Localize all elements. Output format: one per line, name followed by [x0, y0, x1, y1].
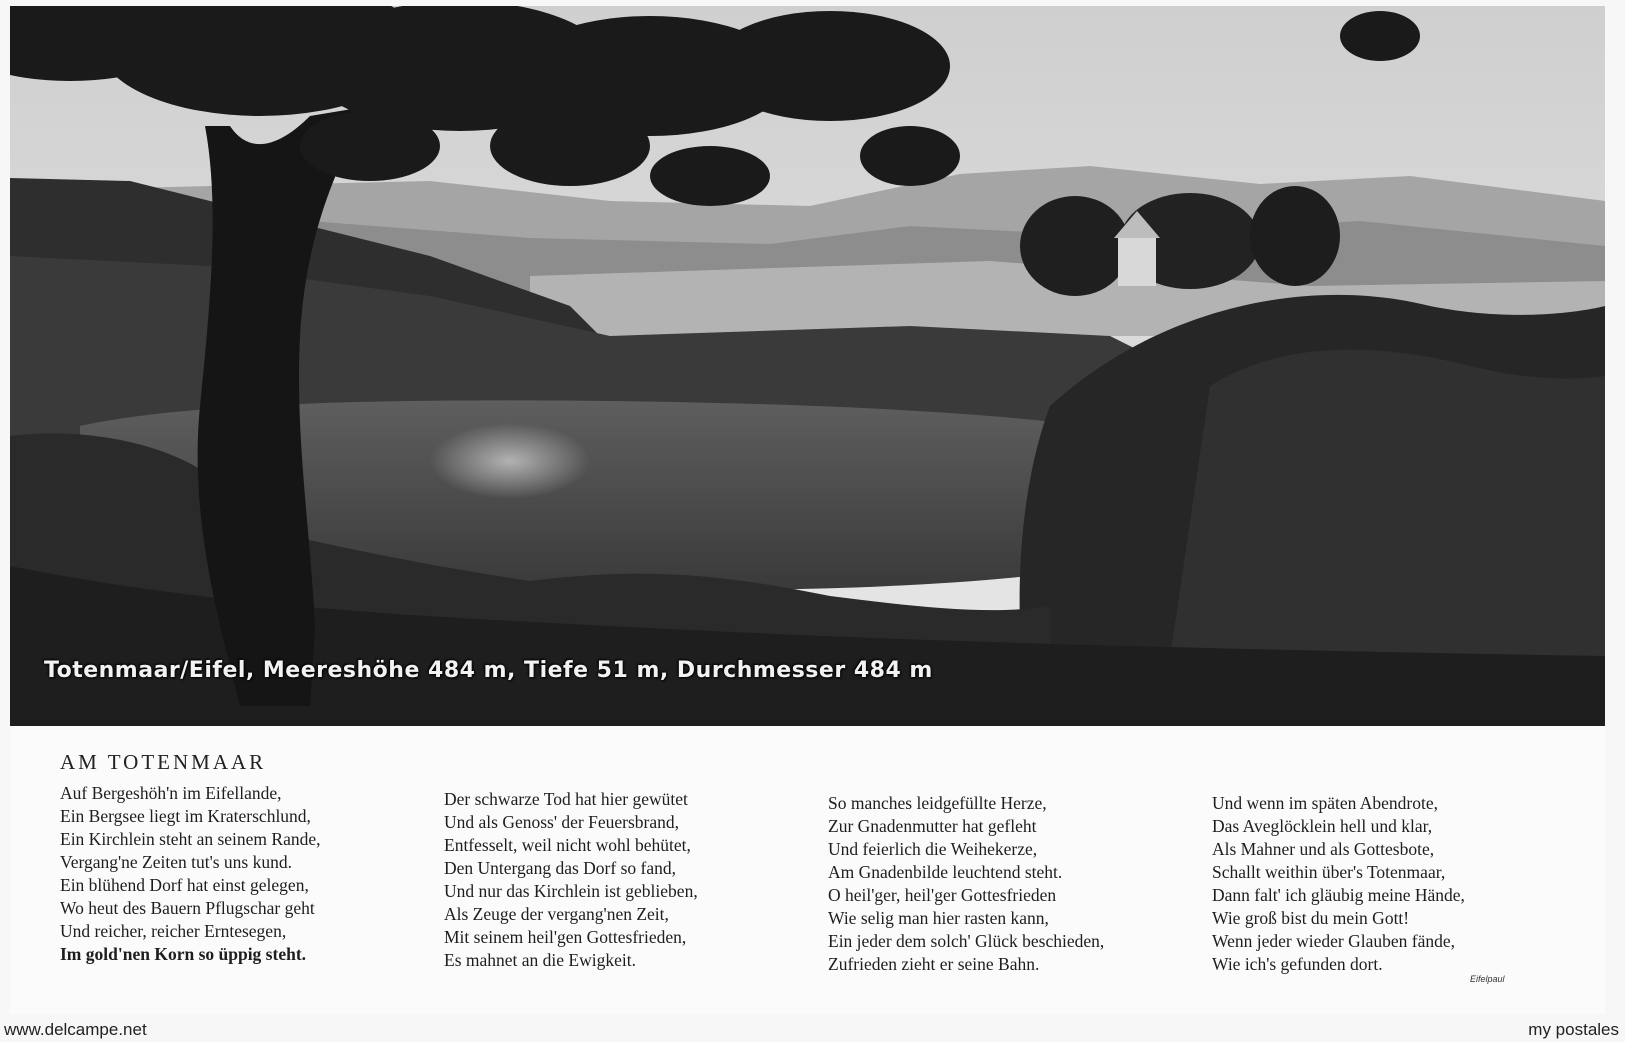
- poem-line: Wie ich's gefunden dort.: [1212, 954, 1383, 974]
- poem-line: Und nur das Kirchlein ist geblieben,: [444, 881, 698, 901]
- poem-line: Vergang'ne Zeiten tut's uns kund.: [60, 852, 292, 872]
- stanza-2: [444, 788, 698, 972]
- watermark-right: my postales: [1528, 1020, 1619, 1039]
- poem-line: Und als Genoss' der Feuersbrand,: [444, 812, 679, 832]
- stanza-1: [60, 782, 320, 966]
- poem-line: Als Mahner und als Gottesbote,: [1212, 839, 1435, 859]
- poem-line: Am Gnadenbilde leuchtend steht.: [828, 862, 1063, 882]
- poem-line: Es mahnet an die Ewigkeit.: [444, 950, 636, 970]
- poem-line: Zufrieden zieht er seine Bahn.: [828, 954, 1040, 974]
- poem-title: AM TOTENMAAR: [60, 750, 267, 774]
- poem-line: Auf Bergeshöh'n im Eifellande,: [60, 783, 282, 803]
- poem-line: Ein jeder dem solch' Glück beschieden,: [828, 931, 1105, 951]
- poem-line: Mit seinem heil'gen Gottesfrieden,: [444, 927, 687, 947]
- poem-line: Ein Kirchlein steht an seinem Rande,: [60, 829, 321, 849]
- poem-panel: [10, 726, 1605, 1014]
- landscape-photo: [10, 6, 1605, 726]
- poem-line: Das Aveglöcklein hell und klar,: [1212, 816, 1433, 836]
- poem-line: Wenn jeder wieder Glauben fände,: [1212, 931, 1455, 951]
- stanza-3: [828, 792, 1104, 976]
- photo-caption: Totenmaar/Eifel, Meereshöhe 484 m, Tiefe 51 m, Durchmesser 484 m: [44, 658, 933, 683]
- poem-line: Und feierlich die Weihekerze,: [828, 839, 1038, 859]
- poem-line: Und wenn im späten Abendrote,: [1212, 793, 1438, 813]
- poem-line: Wie groß bist du mein Gott!: [1212, 908, 1410, 928]
- poem-line: Ein blühend Dorf hat einst gelegen,: [60, 875, 309, 895]
- watermark-left: www.delcampe.net: [4, 1020, 147, 1039]
- poem-line: Im gold'nen Korn so üppig steht.: [60, 944, 307, 964]
- poem-line: Entfesselt, weil nicht wohl behütet,: [444, 835, 691, 855]
- poem-line: Ein Bergsee liegt im Kraterschlund,: [60, 806, 311, 826]
- poem-line: Schallt weithin über's Totenmaar,: [1212, 862, 1446, 882]
- poem-line: So manches leidgefüllte Herze,: [828, 793, 1047, 813]
- poem-line: Der schwarze Tod hat hier gewütet: [444, 789, 688, 809]
- poem-line: Den Untergang das Dorf so fand,: [444, 858, 676, 878]
- poem-line: Und reicher, reicher Erntesegen,: [60, 921, 287, 941]
- poem-line: O heil'ger, heil'ger Gottesfrieden: [828, 885, 1057, 905]
- poem-line: Wo heut des Bauern Pflugschar geht: [60, 898, 315, 918]
- poem-line: Als Zeuge der vergang'nen Zeit,: [444, 904, 669, 924]
- poem-line: Dann falt' ich gläubig meine Hände,: [1212, 885, 1465, 905]
- maar-lake-scene: [10, 6, 1605, 726]
- poem-line: Zur Gnadenmutter hat gefleht: [828, 816, 1037, 836]
- publisher-mark: Eifelpaul: [1470, 974, 1505, 984]
- stanza-4: [1212, 792, 1465, 976]
- poem-line: Wie selig man hier rasten kann,: [828, 908, 1049, 928]
